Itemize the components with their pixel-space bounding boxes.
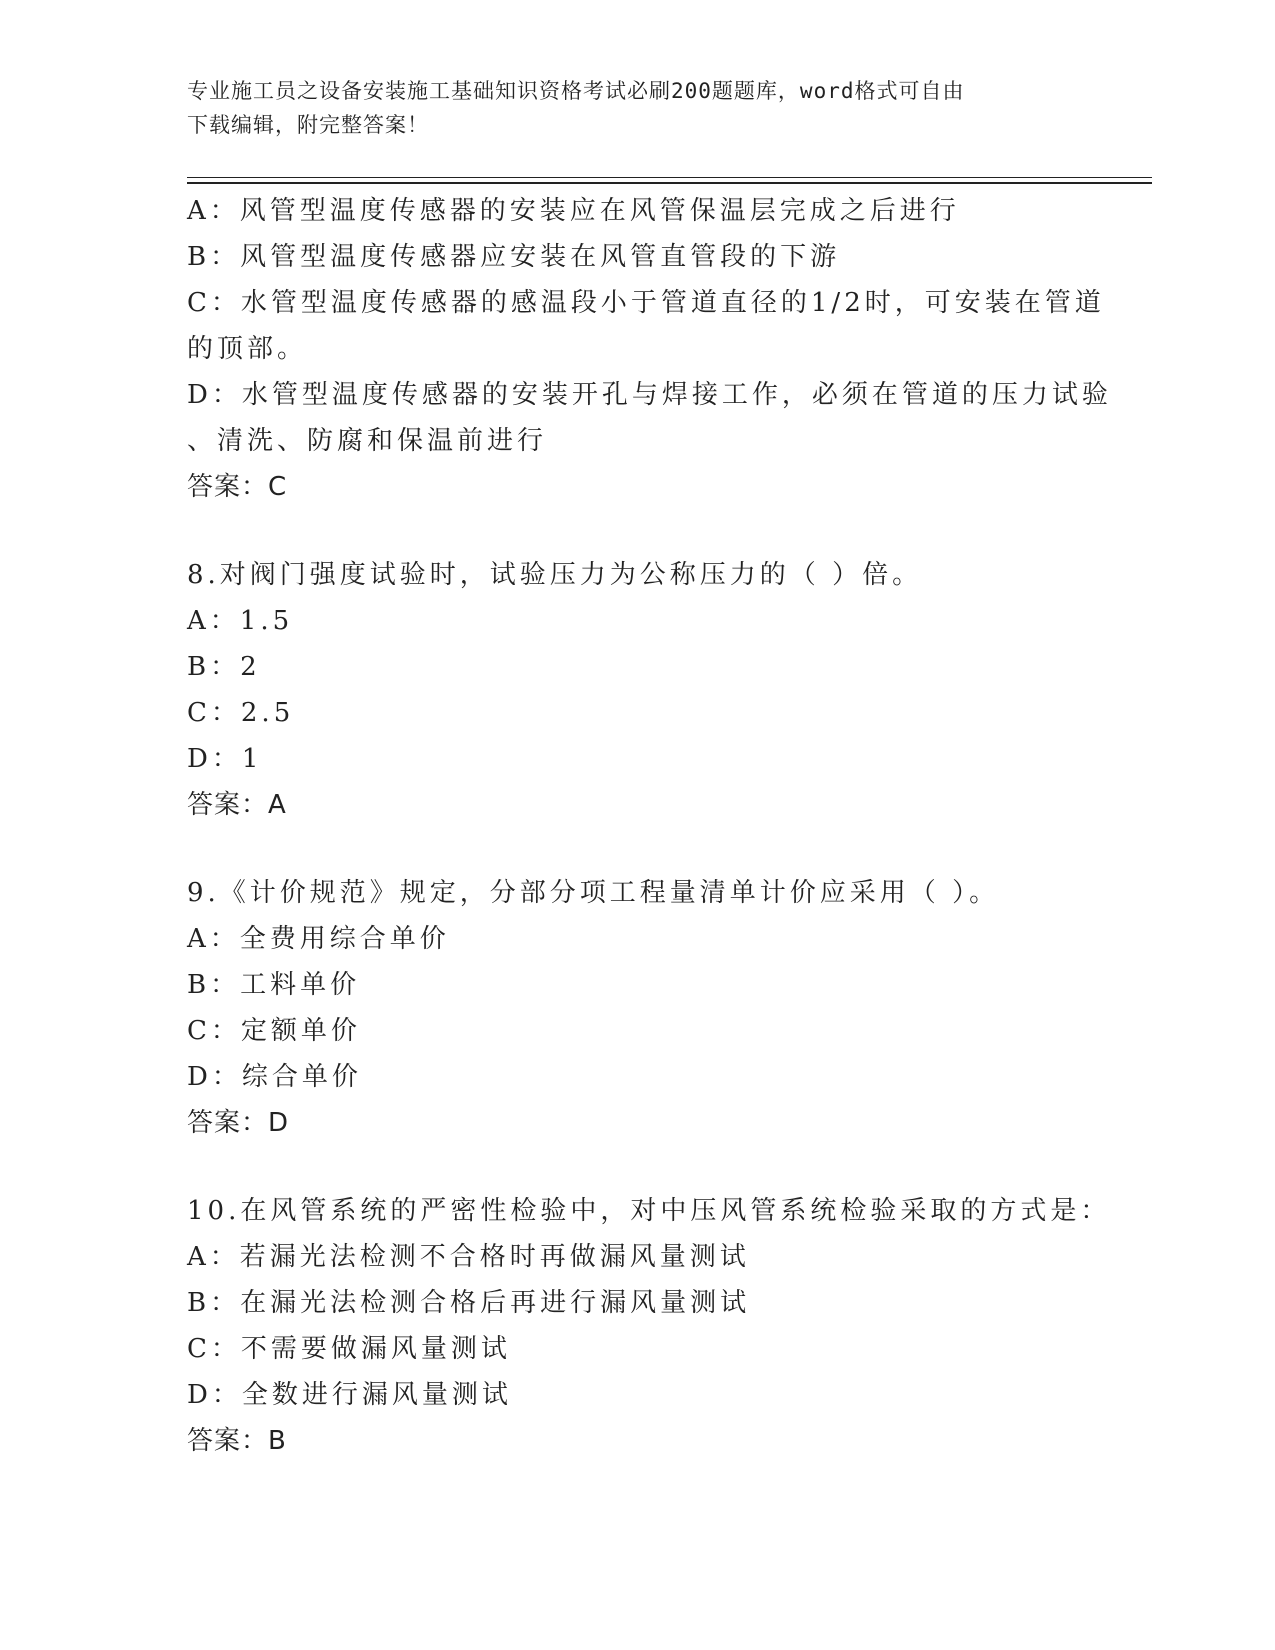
option-a: A：风管型温度传感器的安装应在风管保温层完成之后进行	[187, 196, 960, 226]
option-b: B：2	[187, 652, 261, 682]
question-8	[187, 552, 1087, 828]
question-7	[187, 188, 1112, 510]
option-b: B：工料单价	[187, 970, 361, 1000]
question-9	[187, 870, 1087, 1146]
answer-label: 答案：D	[187, 1108, 290, 1138]
option-d-continued: 、清洗、防腐和保温前进行	[187, 426, 548, 456]
option-d: D：综合单价	[187, 1062, 362, 1092]
option-b: B：风管型温度传感器应安装在风管直管段的下游	[187, 242, 841, 272]
option-c: C：2.5	[187, 698, 295, 728]
question-spacer	[187, 828, 1087, 870]
option-b: B：在漏光法检测合格后再进行漏风量测试	[187, 1288, 751, 1318]
option-c: C：不需要做漏风量测试	[187, 1334, 511, 1364]
answer-label: 答案：C	[187, 472, 288, 502]
header-divider-thick	[187, 182, 1152, 184]
option-d: D：全数进行漏风量测试	[187, 1380, 512, 1410]
question-text: 9.《计价规范》规定，分部分项工程量清单计价应采用（ ）。	[187, 878, 1000, 908]
document-header	[187, 74, 1067, 142]
option-d: D：1	[187, 744, 263, 774]
question-spacer	[187, 510, 1087, 552]
option-c-continued: 的顶部。	[187, 334, 308, 364]
option-c: C：定额单价	[187, 1016, 361, 1046]
option-d: D：水管型温度传感器的安装开孔与焊接工作，必须在管道的压力试验	[187, 380, 1112, 410]
question-spacer	[187, 1146, 1087, 1188]
question-10	[187, 1188, 1111, 1464]
option-a: A：若漏光法检测不合格时再做漏风量测试	[187, 1242, 750, 1272]
question-text: 8.对阀门强度试验时，试验压力为公称压力的（ ）倍。	[187, 560, 923, 590]
answer-label: 答案：B	[187, 1426, 287, 1456]
option-c: C：水管型温度传感器的感温段小于管道直径的1/2时，可安装在管道	[187, 288, 1105, 318]
option-a: A：全费用综合单价	[187, 924, 450, 954]
question-text: 10.在风管系统的严密性检验中，对中压风管系统检验采取的方式是：	[187, 1196, 1111, 1226]
answer-label: 答案：A	[187, 790, 287, 820]
header-title-line-2: 下载编辑，附完整答案！	[187, 113, 429, 137]
question-list	[187, 188, 1112, 1464]
header-divider-thin	[187, 177, 1152, 178]
header-title-line-1: 专业施工员之设备安装施工基础知识资格考试必刷200题题库，word格式可自由	[187, 79, 965, 103]
option-a: A：1.5	[187, 606, 294, 636]
